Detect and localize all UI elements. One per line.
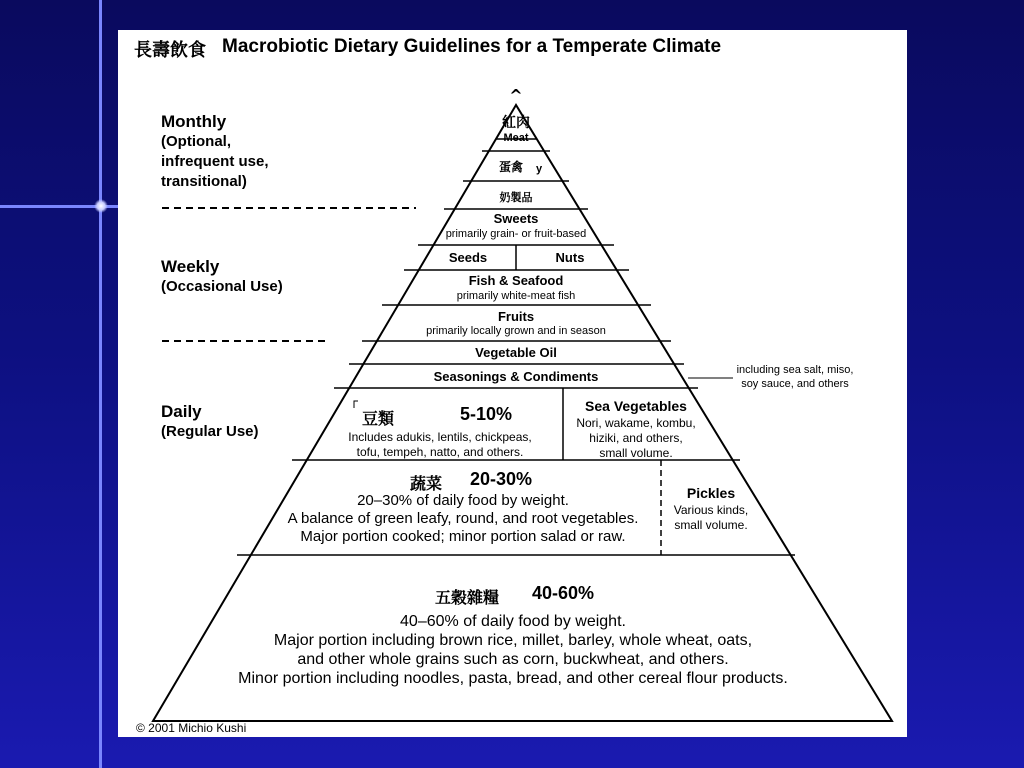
sweets-label: Sweets	[493, 211, 539, 226]
grains-chinese-label: 五穀雜糧	[435, 588, 500, 607]
level-monthly-desc: transitional)	[161, 173, 247, 190]
grains-description-line: Minor portion including noodles, pasta, bread, and other cereal flour products.	[238, 670, 788, 687]
vegetables-description-line: Major portion cooked; minor portion salad or raw.	[300, 528, 626, 545]
title-english: Macrobiotic Dietary Guidelines for a Temperate Climate	[222, 36, 722, 57]
pickles-label: Pickles	[686, 485, 736, 501]
fish-note: primarily white-meat fish	[456, 290, 576, 302]
dairy-label: 奶製品	[499, 191, 533, 204]
vegetables-description-line: A balance of green leafy, round, and root vegetables.	[287, 510, 639, 527]
fruits-label: Fruits	[497, 309, 535, 324]
nuts-label: Nuts	[555, 250, 585, 265]
apex-arrow-icon: ^	[509, 86, 523, 105]
pickles-description	[666, 503, 756, 533]
fruits-note: primarily locally grown and in season	[426, 325, 606, 337]
beans-description-line: Includes adukis, lentils, chickpeas,	[348, 430, 532, 444]
beans-description	[340, 430, 540, 460]
level-monthly-label: Monthly	[161, 112, 227, 131]
level-daily-desc: (Regular Use)	[161, 423, 259, 440]
poultry-label: 蛋禽	[498, 160, 523, 174]
oil-label: Vegetable Oil	[475, 345, 557, 360]
poultry-suffix: y	[536, 163, 543, 175]
vegetables-percentage: 20-30%	[470, 469, 533, 489]
bracket-mark	[354, 401, 358, 408]
level-weekly-label: Weekly	[161, 257, 220, 276]
red-meat-label: 紅肉	[502, 115, 530, 131]
vegetables-chinese-label: 蔬菜	[410, 474, 443, 493]
sweets-note: primarily grain- or fruit-based	[445, 228, 587, 240]
seasonings-note-line: soy sauce, and others	[741, 378, 849, 390]
pickles-description-line: small volume.	[674, 518, 748, 532]
level-monthly-desc: (Optional,	[161, 133, 231, 150]
level-weekly-desc: (Occasional Use)	[161, 278, 283, 295]
grains-description-line: and other whole grains such as corn, buckwheat, and others.	[297, 651, 729, 668]
grains-description-line: 40–60% of daily food by weight.	[400, 613, 626, 630]
grains-percentage: 40-60%	[532, 583, 595, 603]
pickles-description-line: Various kinds,	[673, 503, 749, 517]
pyramid-slide	[118, 30, 907, 737]
level-monthly	[161, 111, 269, 192]
copyright: © 2001 Michio Kushi	[136, 721, 247, 735]
beans-chinese-label: 豆類	[362, 409, 395, 428]
seasonings-note-line: including sea salt, miso,	[736, 364, 854, 376]
level-daily-label: Daily	[161, 402, 202, 421]
sea-veg-label: Sea Vegetables	[585, 398, 687, 414]
seeds-label: Seeds	[448, 250, 488, 265]
sea-veg-description-line: Nori, wakame, kombu,	[576, 416, 696, 430]
level-daily	[161, 401, 259, 442]
sea-veg-description	[566, 416, 706, 461]
vegetables-description	[268, 492, 658, 546]
fish-label: Fish & Seafood	[468, 273, 564, 288]
seasonings-label: Seasonings & Condiments	[433, 369, 599, 384]
grains-description	[208, 612, 818, 688]
vegetables-description-line: 20–30% of daily food by weight.	[357, 492, 569, 509]
beans-description-line: tofu, tempeh, natto, and others.	[356, 445, 524, 459]
sea-veg-description-line: hiziki, and others,	[589, 431, 683, 445]
title-chinese: 長壽飲食	[134, 40, 206, 61]
level-weekly	[161, 256, 283, 297]
sea-veg-description-line: small volume.	[599, 446, 673, 460]
accent-line-vertical	[99, 0, 102, 768]
sparkle-icon	[94, 199, 108, 213]
grains-description-line: Major portion including brown rice, millet, barley, whole wheat, oats,	[273, 632, 753, 649]
seasonings-note	[730, 363, 860, 391]
level-monthly-desc: infrequent use,	[161, 153, 269, 170]
beans-percentage: 5-10%	[460, 404, 513, 424]
meat-label: Meat	[503, 132, 529, 144]
